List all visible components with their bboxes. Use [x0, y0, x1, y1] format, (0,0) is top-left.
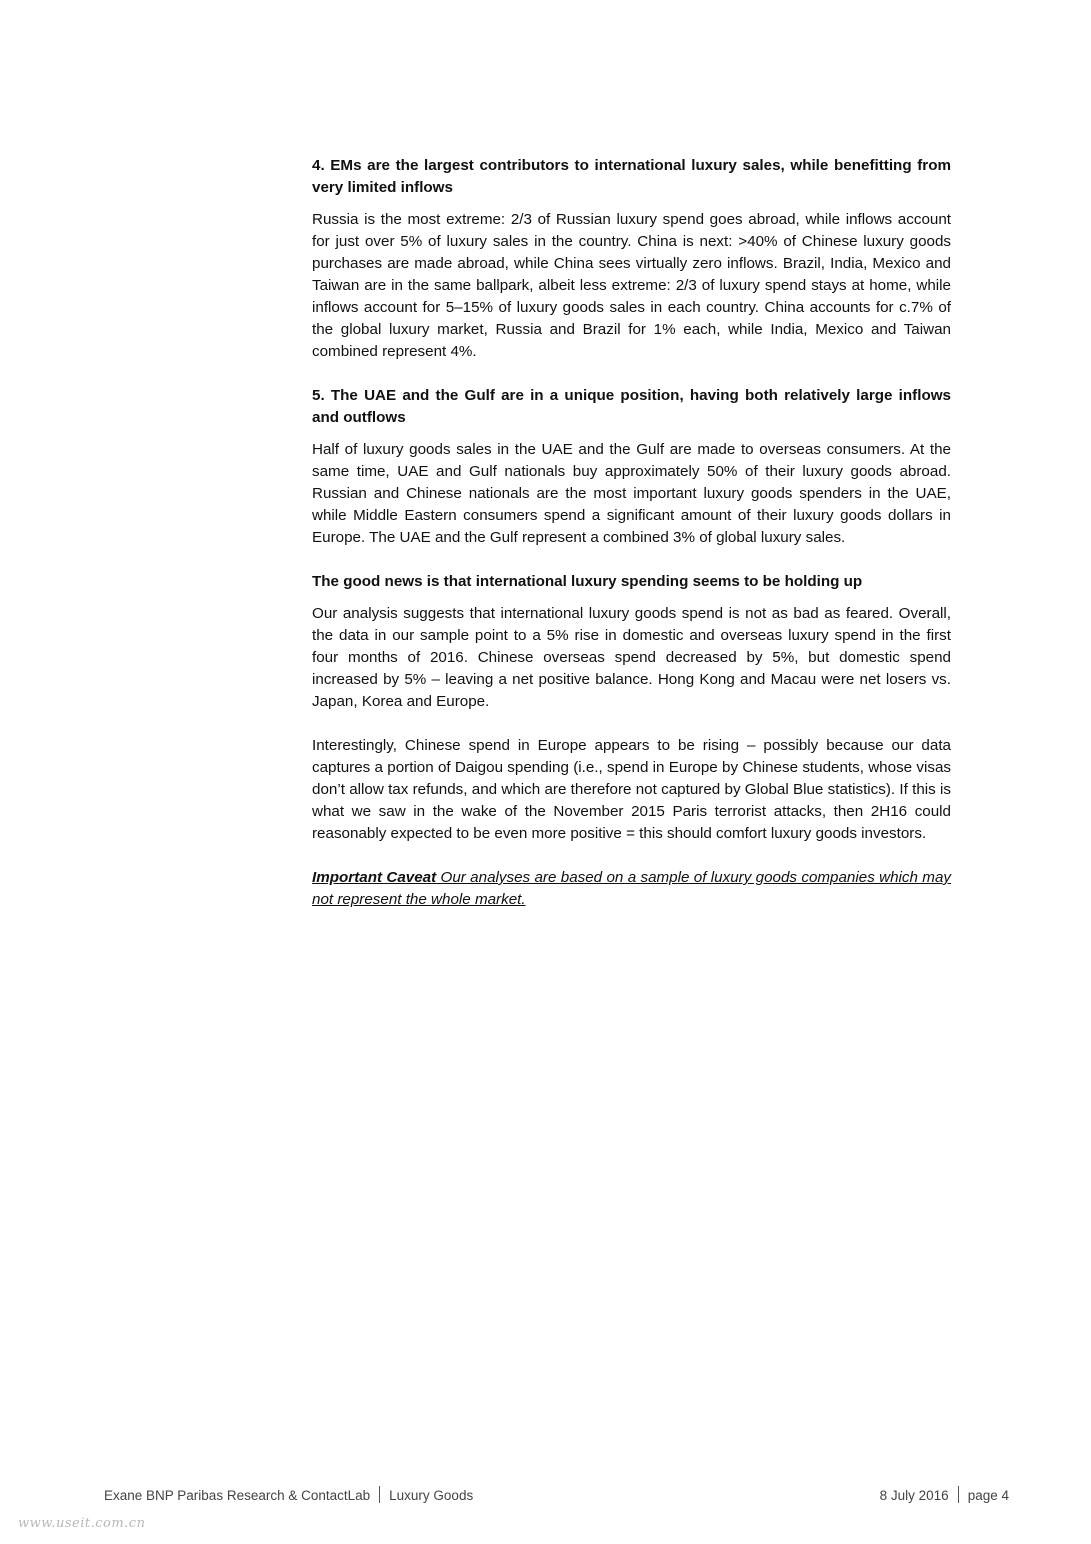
footer-page-number: page 4 — [967, 1488, 1009, 1503]
good-news-paragraph-1: Our analysis suggests that international luxury goods spend is not as bad as feared. Overall, the data in our sample point to a 5% rise in domestic and overseas luxury spend in the first four months of 2016. Chinese overseas spend decreased by 5%, but domestic spend increased by 5% – leaving a net positive balance. Hong Kong and Macau were net losers vs. Japan, Korea and Europe. — [312, 605, 951, 710]
section-5-paragraph: Half of luxury goods sales in the UAE and the Gulf are made to overseas consumers. At the same time, UAE and Gulf nationals buy approximately 50% of their luxury goods abroad. Russian and Chinese nationals are the most important luxury goods spenders in the UAE, while Middle Eastern consumers spend a significant amount of their luxury goods dollars in Europe. The UAE and the Gulf represent a combined 3% of global luxury sales. — [312, 441, 951, 546]
important-caveat — [312, 867, 951, 911]
good-news-heading: The good news is that international luxury spending seems to be holding up — [312, 573, 863, 590]
footer-separator — [958, 1486, 959, 1503]
caveat-label: Important Caveat — [312, 869, 437, 886]
section-5-heading: 5. The UAE and the Gulf are in a unique position, having both relatively large inflows and outflows — [312, 387, 951, 426]
footer-separator — [379, 1486, 380, 1503]
section-4-paragraph: Russia is the most extreme: 2/3 of Russian luxury spend goes abroad, while inflows account for just over 5% of luxury sales in the country. China is next: >40% of Chinese luxury goods purchases are made abroad, while China sees virtually zero inflows. Brazil, India, Mexico and Taiwan are in the same ballpark, albeit less extreme: 2/3 of luxury spend stays at home, while inflows account for 5–15% of luxury goods sales in each country. China accounts for c.7% of the global luxury market, Russia and Brazil for 1% each, while India, Mexico and Taiwan combined represent 4%. — [312, 211, 951, 360]
good-news-paragraph-2: Interestingly, Chinese spend in Europe appears to be rising – possibly because our data captures a portion of Daigou spending (i.e., spend in Europe by Chinese students, whose visas don’t allow tax refunds, and which are therefore not captured by Global Blue statistics). If this is what we saw in the wake of the November 2015 Paris terrorist attacks, then 2H16 could reasonably expected to be even more positive = this should comfort luxury goods investors. — [312, 737, 951, 842]
watermark: www.useit.com.cn — [18, 1516, 146, 1531]
caveat-text: Our analyses are based on a sample of luxury goods companies which may not represent the whole market. — [312, 869, 951, 908]
footer-left — [104, 1486, 473, 1505]
document-body — [312, 155, 951, 911]
footer-right — [880, 1486, 1009, 1505]
footer-source: Exane BNP Paribas Research & ContactLab — [104, 1488, 371, 1503]
section-4-heading: 4. EMs are the largest contributors to international luxury sales, while benefitting from very limited inflows — [312, 157, 951, 196]
footer-section: Luxury Goods — [389, 1488, 474, 1503]
footer-date: 8 July 2016 — [879, 1488, 949, 1503]
